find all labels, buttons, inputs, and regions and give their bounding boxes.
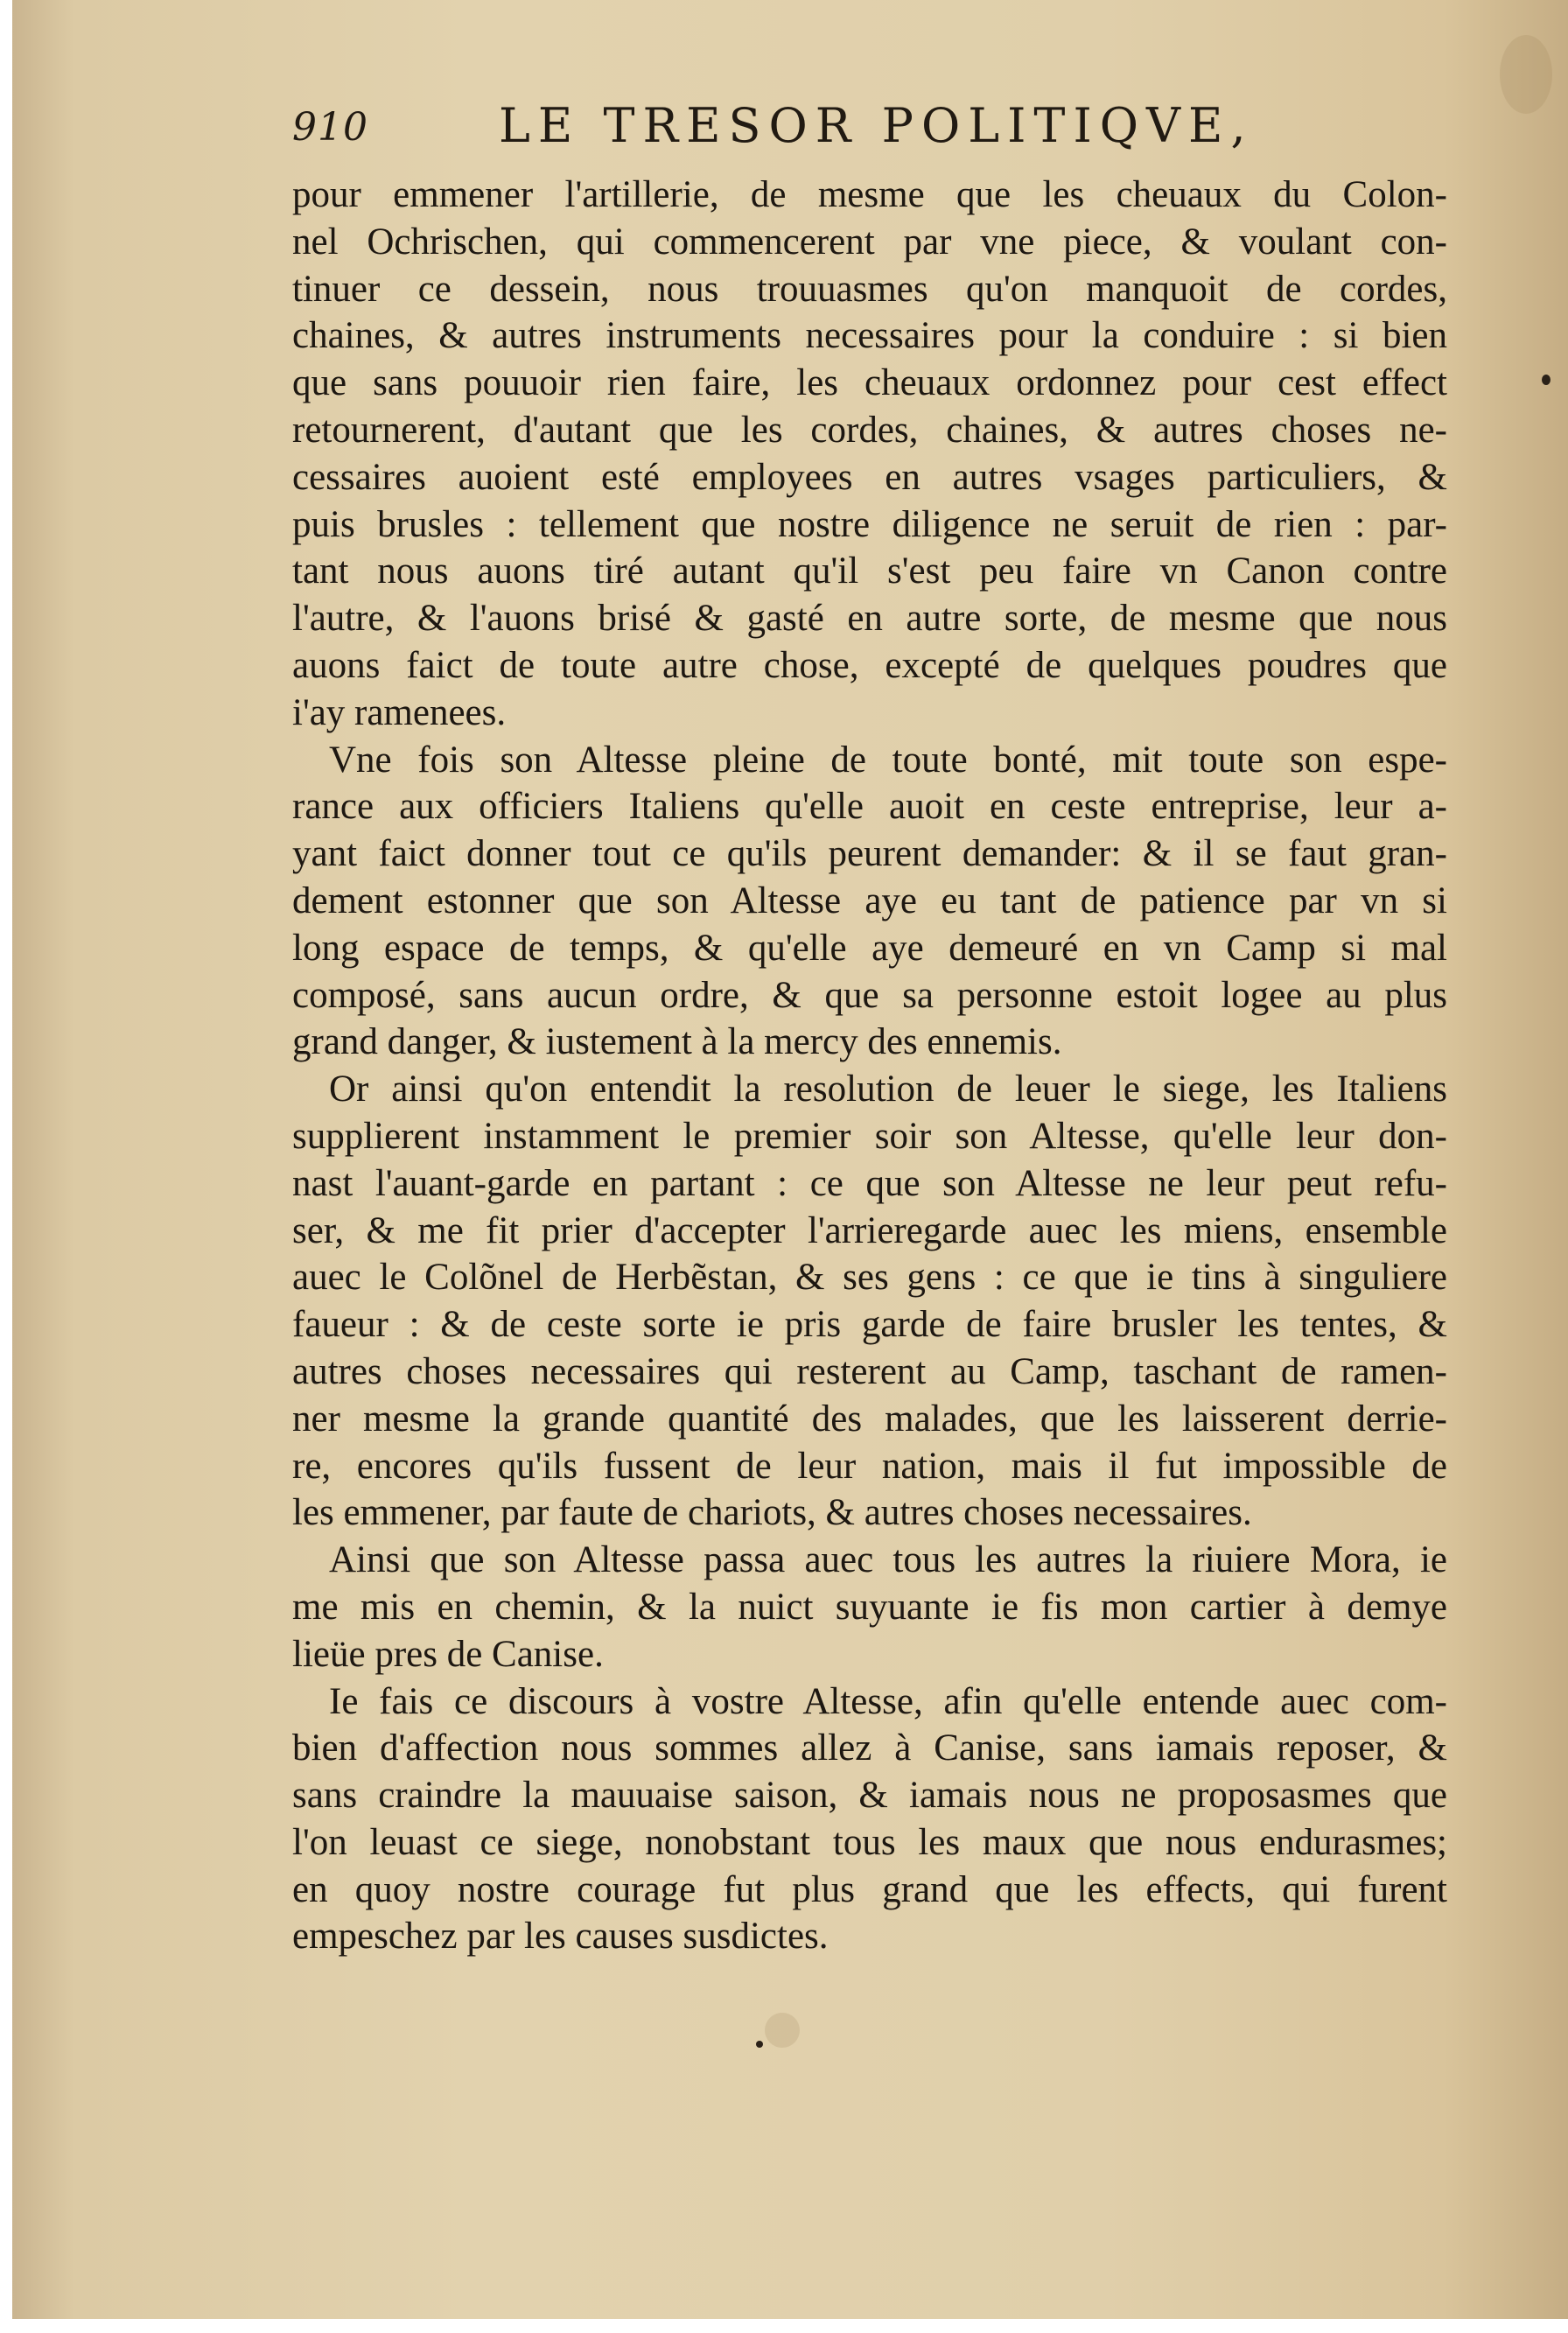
text-line: sans craindre la mauuaise saison, & iamais nous ne proposasmes que	[292, 1775, 1447, 1817]
running-title: LE TRESOR POLITIQVE,	[499, 98, 1254, 153]
text-line: cessaires auoient esté employees en autres vsages particuliers, &	[292, 456, 1447, 498]
text-line: Or ainsi qu'on entendit la resolution de leuer le siege, les Italiens	[329, 1068, 1447, 1110]
body-text	[292, 172, 1447, 1960]
text-line: faueur : & de ceste sorte ie pris garde de faire brusler les tentes, &	[292, 1304, 1447, 1346]
text-line: l'autre, & l'auons brisé & gasté en autre sorte, de mesme que nous	[292, 598, 1447, 640]
text-line: composé, sans aucun ordre, & que sa personne estoit logee au plus	[292, 974, 1447, 1016]
text-line: nel Ochrischen, qui commencerent par vne piece, & voulant con-	[292, 221, 1447, 263]
text-line: rance aux officiers Italiens qu'elle auoit en ceste entreprise, leur a-	[292, 786, 1447, 828]
ink-dot	[1542, 375, 1550, 385]
text-line: supplierent instamment le premier soir son Altesse, qu'elle leur don-	[292, 1115, 1447, 1157]
text-line: auons faict de toute autre chose, excepté de quelques poudres que	[292, 644, 1447, 686]
text-line: Vne fois son Altesse pleine de toute bonté, mit toute son espe-	[329, 739, 1447, 781]
page-number: 910	[292, 105, 368, 150]
text-line: yant faict donner tout ce qu'ils peurent demander: & il se faut gran-	[292, 833, 1447, 875]
text-line: tinuer ce dessein, nous trouuasmes qu'on manquoit de cordes,	[292, 268, 1447, 310]
text-line: dement estonner que son Altesse aye eu tant de patience par vn si	[292, 879, 1447, 921]
page-header	[292, 98, 1377, 168]
text-line: re, encores qu'ils fussent de leur nation, mais il fut impossible de	[292, 1445, 1447, 1487]
text-line: l'on leuast ce siege, nonobstant tous les maux que nous endurasmes;	[292, 1821, 1447, 1863]
text-line: lieüe pres de Canise.	[292, 1633, 604, 1675]
paper-stain	[765, 2013, 800, 2048]
text-line: autres choses necessaires qui resterent au Camp, taschant de ramen-	[292, 1350, 1447, 1392]
text-line: Ie fais ce discours à vostre Altesse, afin qu'elle entende auec com-	[329, 1680, 1447, 1722]
text-line: chaines, & autres instruments necessaires pour la conduire : si bien	[292, 315, 1447, 357]
text-line: en quoy nostre courage fut plus grand que les effects, qui furent	[292, 1868, 1447, 1910]
paper-stain	[1500, 35, 1552, 114]
text-line: auec le Colõnel de Herbẽstan, & ses gens : ce que ie tins à singuliere	[292, 1257, 1447, 1299]
ink-dot	[756, 2041, 763, 2048]
text-line: ser, & me fit prier d'accepter l'arrieregarde auec les miens, ensemble	[292, 1209, 1447, 1251]
text-line: me mis en chemin, & la nuict suyuante ie fis mon cartier à demye	[292, 1586, 1447, 1628]
text-line: nast l'auant-garde en partant : ce que son Altesse ne leur peut refu-	[292, 1162, 1447, 1204]
text-line: retournerent, d'autant que les cordes, chaines, & autres choses ne-	[292, 409, 1447, 451]
text-line: empeschez par les causes susdictes.	[292, 1916, 829, 1958]
text-line: ner mesme la grande quantité des malades, que les laisserent derrie-	[292, 1398, 1447, 1440]
book-page	[12, 0, 1568, 2319]
text-line: les emmener, par faute de chariots, & autres choses necessaires.	[292, 1492, 1252, 1534]
text-line: Ainsi que son Altesse passa auec tous les autres la riuiere Mora, ie	[329, 1539, 1447, 1581]
text-line: puis brusles : tellement que nostre diligence ne seruit de rien : par-	[292, 503, 1447, 545]
text-line: long espace de temps, & qu'elle aye demeuré en vn Camp si mal	[292, 927, 1447, 969]
text-line: tant nous auons tiré autant qu'il s'est peu faire vn Canon contre	[292, 550, 1447, 592]
text-line: i'ay ramenees.	[292, 691, 507, 733]
text-line: bien d'affection nous sommes allez à Canise, sans iamais reposer, &	[292, 1727, 1447, 1769]
text-line: pour emmener l'artillerie, de mesme que les cheuaux du Colon-	[292, 174, 1447, 215]
text-line: que sans pouuoir rien faire, les cheuaux ordonnez pour cest effect	[292, 362, 1447, 404]
text-line: grand danger, & iustement à la mercy des ennemis.	[292, 1021, 1062, 1063]
